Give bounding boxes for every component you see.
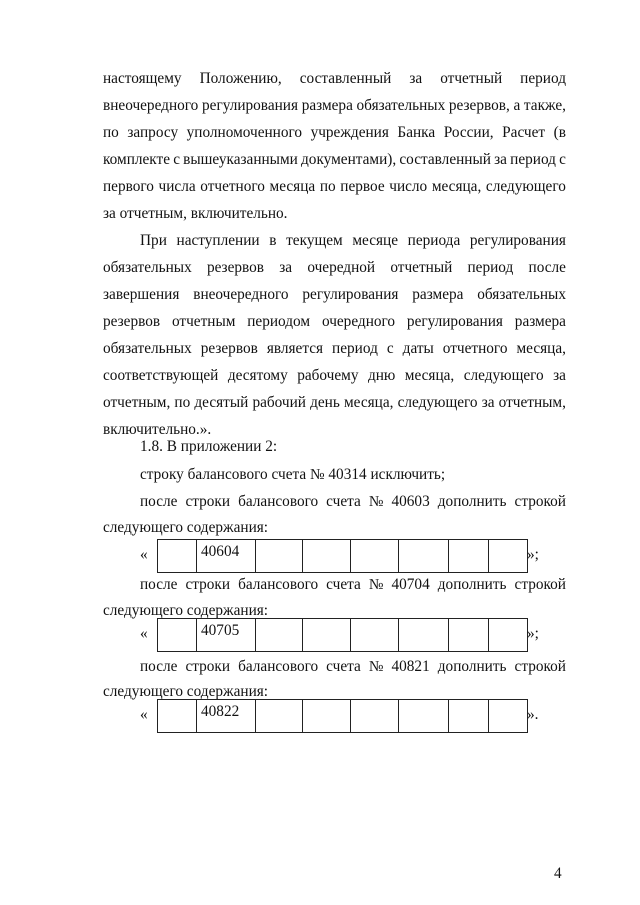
word: период bbox=[510, 151, 556, 168]
cell bbox=[256, 619, 303, 652]
word: первого bbox=[103, 178, 154, 195]
account-table bbox=[157, 618, 528, 652]
cell bbox=[158, 700, 197, 733]
word: соответствующей bbox=[103, 367, 219, 384]
word: десятый bbox=[194, 394, 249, 411]
word: вышеуказанными bbox=[183, 151, 298, 168]
word: дополнить bbox=[437, 576, 507, 593]
word: месяца, bbox=[431, 178, 482, 195]
word: (в bbox=[553, 124, 566, 141]
word: составленный bbox=[299, 70, 392, 87]
word: регулирования bbox=[406, 313, 503, 330]
cell bbox=[303, 619, 351, 652]
word: по bbox=[103, 124, 119, 141]
word: размера bbox=[514, 313, 566, 330]
word: комплекте bbox=[103, 151, 171, 168]
word: рабочему bbox=[297, 367, 359, 384]
word: счета bbox=[326, 658, 361, 675]
word: месяце bbox=[352, 232, 399, 249]
cell bbox=[449, 619, 489, 652]
cell bbox=[399, 619, 449, 652]
word: строкой bbox=[514, 493, 566, 510]
word: балансового bbox=[238, 576, 319, 593]
insert-1-line-1 bbox=[140, 492, 566, 512]
word: строкой bbox=[514, 658, 566, 675]
word: рабочий bbox=[252, 394, 306, 411]
word: составленный bbox=[399, 151, 491, 168]
word: учреждения bbox=[310, 124, 389, 141]
insert-3-line-2: следующего содержания: bbox=[103, 683, 269, 700]
word: размера bbox=[412, 286, 464, 303]
word: резервов bbox=[206, 259, 265, 276]
open-quote: « bbox=[140, 546, 148, 563]
word: за bbox=[279, 259, 293, 276]
p2-line-5 bbox=[103, 339, 566, 359]
word: балансового bbox=[238, 493, 319, 510]
account-cell: 40604 bbox=[197, 540, 256, 573]
p2-line-6 bbox=[103, 366, 566, 386]
cell bbox=[158, 619, 197, 652]
word: № bbox=[368, 493, 384, 510]
delete-line: строку балансового счета № 40314 исключить; bbox=[140, 466, 446, 483]
word: дню bbox=[367, 367, 396, 384]
insert-1-row bbox=[140, 539, 570, 573]
cell bbox=[303, 540, 351, 573]
word: за bbox=[481, 394, 495, 411]
account-cell: 40822 bbox=[197, 700, 256, 733]
word: после bbox=[140, 658, 178, 675]
word: 40704 bbox=[391, 576, 430, 593]
word: за bbox=[409, 70, 423, 87]
word: 40603 bbox=[391, 493, 430, 510]
open-quote: « bbox=[140, 625, 148, 642]
word: является bbox=[266, 340, 324, 357]
cell bbox=[256, 700, 303, 733]
cell bbox=[351, 540, 399, 573]
cell bbox=[489, 700, 528, 733]
p1-line-6: за отчетным, включительно. bbox=[103, 205, 288, 222]
p1-line-2 bbox=[103, 96, 566, 116]
word: резервов bbox=[200, 340, 258, 357]
word: за bbox=[494, 151, 507, 168]
word: Расчет bbox=[502, 124, 546, 141]
cell bbox=[256, 540, 303, 573]
word: период bbox=[520, 70, 566, 87]
word: период bbox=[332, 340, 378, 357]
cell bbox=[351, 700, 399, 733]
word: России, bbox=[443, 124, 494, 141]
word: после bbox=[140, 493, 178, 510]
close-quote: »; bbox=[527, 546, 539, 563]
word: завершения bbox=[103, 286, 180, 303]
word: в bbox=[269, 232, 277, 249]
word: а bbox=[513, 97, 521, 114]
word: резервов bbox=[103, 313, 161, 330]
word: числа bbox=[158, 178, 196, 195]
p1-line-5 bbox=[103, 177, 566, 197]
word: счета bbox=[326, 576, 361, 593]
word: При bbox=[140, 232, 167, 249]
p1-line-1 bbox=[103, 69, 566, 89]
insert-2-line-1 bbox=[140, 575, 566, 595]
word: наступлении bbox=[176, 232, 260, 249]
p2-line-7 bbox=[103, 393, 566, 413]
page-number: 4 bbox=[554, 865, 562, 882]
word: размера bbox=[301, 97, 353, 114]
close-quote: »; bbox=[527, 625, 539, 642]
word: очередной bbox=[307, 259, 376, 276]
account-table bbox=[157, 539, 528, 573]
word: также, bbox=[523, 97, 566, 114]
insert-3-line-1 bbox=[140, 657, 566, 677]
account-cell: 40705 bbox=[197, 619, 256, 652]
word: 40821 bbox=[391, 658, 430, 675]
word: отчетный bbox=[440, 70, 503, 87]
p2-line-2 bbox=[103, 258, 566, 278]
word: № bbox=[368, 576, 384, 593]
cell bbox=[399, 700, 449, 733]
word: уполномоченного bbox=[186, 124, 303, 141]
word: по bbox=[174, 394, 191, 411]
word: день bbox=[310, 394, 340, 411]
word: строки bbox=[185, 658, 231, 675]
word: настоящему bbox=[103, 70, 182, 87]
word: внеочередного bbox=[193, 286, 289, 303]
word: Положению, bbox=[199, 70, 282, 87]
insert-2-row bbox=[140, 618, 570, 652]
word: следующего bbox=[485, 178, 566, 195]
word: счета bbox=[326, 493, 361, 510]
word: регулирования bbox=[302, 286, 399, 303]
word: отчетным bbox=[171, 313, 236, 330]
word: строки bbox=[185, 576, 231, 593]
word: даты bbox=[402, 340, 434, 357]
word: за bbox=[553, 367, 566, 384]
word: следующего bbox=[463, 367, 544, 384]
p2-line-8: включительно.». bbox=[103, 421, 212, 438]
account-table bbox=[157, 699, 528, 733]
word: после bbox=[528, 259, 566, 276]
insert-2-line-2: следующего содержания: bbox=[103, 602, 269, 619]
word: дополнить bbox=[437, 493, 507, 510]
word: отчетным, bbox=[498, 394, 566, 411]
word: очередного bbox=[321, 313, 396, 330]
cell bbox=[399, 540, 449, 573]
word: балансового bbox=[238, 658, 319, 675]
word: месяца, bbox=[404, 367, 455, 384]
word: следующего bbox=[397, 394, 478, 411]
item-1-8: 1.8. В приложении 2: bbox=[140, 438, 278, 455]
word: обязательных bbox=[103, 259, 192, 276]
word: запросу bbox=[127, 124, 179, 141]
cell bbox=[489, 619, 528, 652]
word: внеочередного bbox=[103, 97, 199, 114]
word: регулирования bbox=[469, 232, 566, 249]
cell bbox=[449, 700, 489, 733]
word: месяца, bbox=[343, 394, 394, 411]
p1-line-3 bbox=[103, 123, 566, 143]
word: отчетного bbox=[200, 178, 265, 195]
word: число bbox=[389, 178, 428, 195]
word: дополнить bbox=[437, 658, 507, 675]
word: после bbox=[140, 576, 178, 593]
cell bbox=[449, 540, 489, 573]
p2-line-1 bbox=[140, 231, 566, 251]
word: документами), bbox=[301, 151, 397, 168]
word: месяца bbox=[269, 178, 316, 195]
word: с bbox=[386, 340, 394, 357]
cell bbox=[158, 540, 197, 573]
cell bbox=[303, 700, 351, 733]
word: с bbox=[559, 151, 566, 168]
word: строкой bbox=[514, 576, 566, 593]
word: первое bbox=[340, 178, 385, 195]
word: текущем bbox=[286, 232, 343, 249]
cell bbox=[351, 619, 399, 652]
insert-1-line-2: следующего содержания: bbox=[103, 519, 269, 536]
p1-line-4 bbox=[103, 150, 566, 170]
word: десятому bbox=[227, 367, 288, 384]
word: регулирования bbox=[202, 97, 299, 114]
word: с bbox=[173, 151, 180, 168]
word: период bbox=[467, 259, 514, 276]
p2-line-4 bbox=[103, 312, 566, 332]
word: Банка bbox=[397, 124, 436, 141]
close-quote: ». bbox=[527, 706, 539, 723]
word: обязательных bbox=[103, 340, 192, 357]
p2-line-3 bbox=[103, 285, 566, 305]
word: № bbox=[368, 658, 384, 675]
word: периода bbox=[407, 232, 461, 249]
word: отчетного bbox=[442, 340, 508, 357]
cell bbox=[489, 540, 528, 573]
word: обязательных bbox=[477, 286, 566, 303]
word: обязательных bbox=[356, 97, 446, 114]
word: резервов, bbox=[448, 97, 510, 114]
word: по bbox=[319, 178, 336, 195]
word: отчетным, bbox=[103, 394, 171, 411]
word: отчетный bbox=[390, 259, 453, 276]
word: строки bbox=[185, 493, 231, 510]
word: месяца, bbox=[516, 340, 566, 357]
word: периодом bbox=[247, 313, 311, 330]
insert-3-row bbox=[140, 699, 570, 733]
open-quote: « bbox=[140, 706, 148, 723]
